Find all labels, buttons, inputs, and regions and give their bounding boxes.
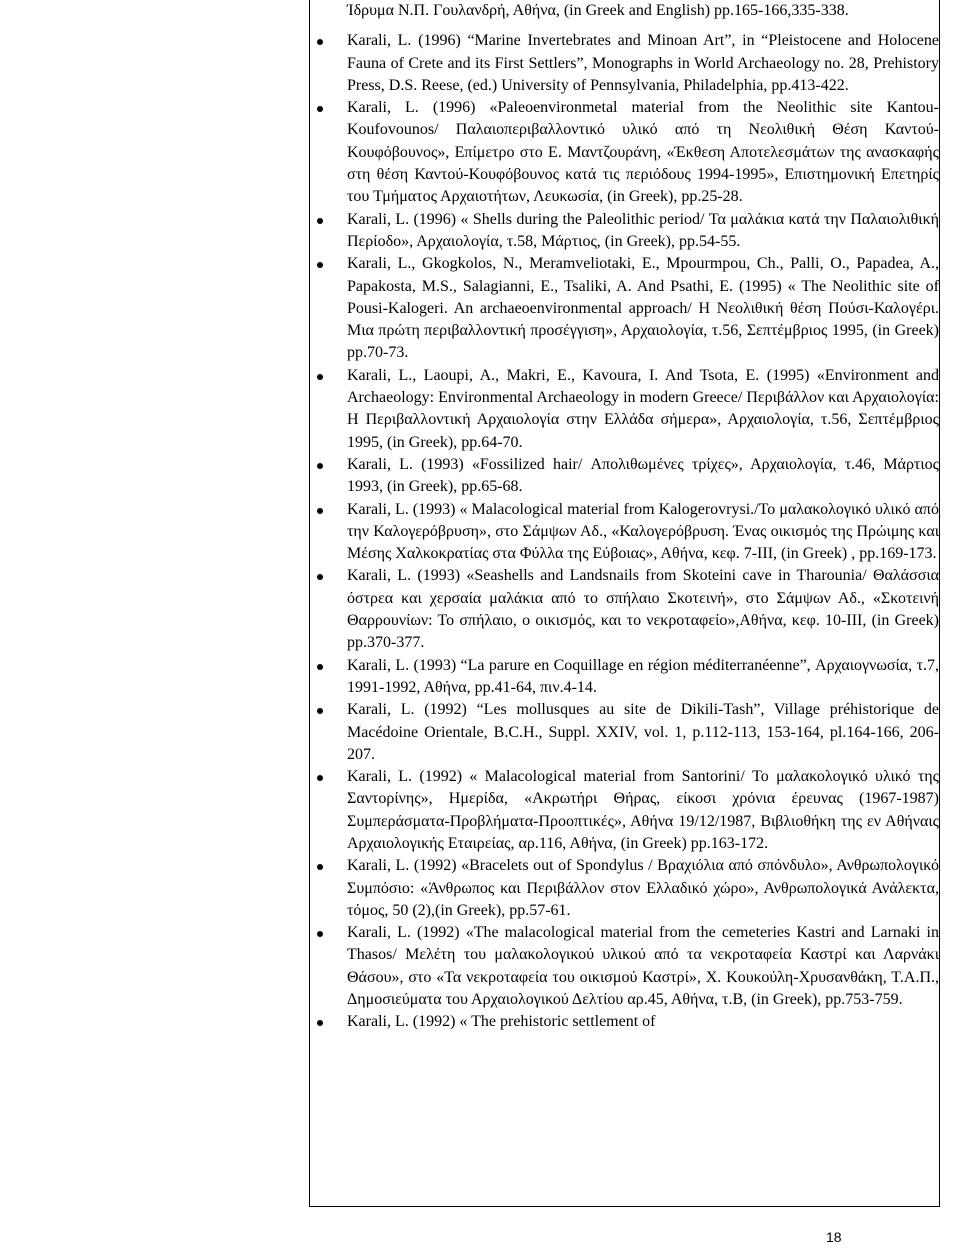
reference-item	[347, 922, 939, 1011]
reference-text: Karali, L. (1996) «Paleoenvironmetal material from the Neolithic site Kantou-Koufovounos/ Παλαιοπεριβαλλοντικό υλικό από τη Νεολιθική Θέση Καντού-Κουφόβουνος», Επίμετρο στο Ε. Μαντζουράνη, «Έκθεση Αποτελεσμάτων της ανασκαφής στη θέση Καντού-Κουφόβουνος κατά τις περιόδους 1994-1995», Επιστημονική Επετηρίς του Τμήματος Αρχαιοτήτων, Λευκωσία, (in Greek), pp.25-28.	[347, 99, 939, 206]
reference-item	[347, 499, 939, 566]
page-number: 18	[826, 1229, 842, 1245]
reference-item	[347, 855, 939, 922]
reference-text: Karali, L. (1993) «Fossilized hair/ Απολιθωμένες τρίχες», Αρχαιολογία, τ.46, Μάρτιος 1993, (in Greek), pp.65-68.	[347, 455, 939, 496]
bullet-icon	[317, 664, 323, 670]
reference-text: Karali, L. (1993) “La parure en Coquillage en région méditerranéenne”, Αρχαιογνωσία, τ.7, 1991-1992, Αθήνα, pp.41-64, πιν.4-14.	[347, 656, 939, 696]
reference-item	[347, 454, 939, 499]
bullet-icon	[317, 218, 323, 224]
reference-text: Karali, L. (1992) “Les mollusques au site de Dikili-Tash”, Village préhistorique de Macédoine Orientale, B.C.H., Suppl. XXIV, vol. 1, p.112-113, 153-164, pl.164-166, 206-207.	[347, 701, 939, 763]
reference-item	[347, 209, 939, 254]
reference-item	[347, 253, 939, 364]
reference-item	[347, 30, 939, 97]
reference-text: Karali, L. (1993) « Malacological material from Kalogerovrysi./Το μαλακολογικό υλικό από την Καλογερόβρυση», στο Σάμψων Αδ., «Καλογερόβρυση. Ένας οικισμός της Πρώιμης και Μέσης Χαλκοκρατίας στα Φύλλα της Εύβοιας», Αθήνα, κεφ. 7-ΙΙΙ, (in Greek) , pp.169-173.	[347, 500, 939, 563]
reference-item	[347, 699, 939, 766]
reference-text: Karali, L. (1996) « Shells during the Paleolithic period/ Τα μαλάκια κατά την Παλαιολιθική Περίοδο», Αρχαιολογία, τ.58, Μάρτιος, (in Greek), pp.54-55.	[347, 210, 939, 250]
reference-item	[347, 365, 939, 454]
continued-reference: Ίδρυμα Ν.Π. Γουλανδρή, Αθήνα, (in Greek and English) pp.165-166,335-338.	[347, 2, 849, 19]
reference-text: Karali, L. (1996) “Marine Invertebrates and Minoan Art”, in “Pleistocene and Holocene Fauna of Crete and its First Settlers”, Monographs in World Archaeology no. 28, Prehistory Press, D.S. Reese, (ed.) University of Pennsylvania, Philadelphia, pp.413-422.	[347, 32, 939, 94]
reference-item	[347, 565, 939, 654]
reference-text: Karali, L. (1992) « Malacological material from Santorini/ Το μαλακολογικό υλικό της Σαντορίνης», Ημερίδα, «Ακρωτήρι Θήρας, είκοσι χρόνια έρευνας (1967-1987) Συμπεράσματα-Προβλήματα-Προοπτικές», Αθήνα 19/12/1987, Βιβλιοθήκη της εν Αθήναις Αρχαιολογικής Εταιρείας, αρ.116, Αθήνα, (in Greek) pp.163-172.	[347, 768, 939, 852]
bibliography-list	[347, 0, 939, 1034]
reference-text: Karali, L. (1992) « The prehistoric settlement of	[347, 1013, 656, 1031]
reference-item	[347, 655, 939, 700]
reference-item	[347, 97, 939, 208]
reference-text: Karali, L. (1992) «The malacological material from the cemeteries Kastri and Larnaki in Thasos/ Μελέτη του μαλακολογικού υλικού από τα νεκροταφεία Καστρί και Λαρνάκι Θάσου», στο «Τα νεκροταφεία του οικισμού Καστρί», Χ. Κουκούλη-Χρυσανθάκη, Τ.Α.Π., Δημοσιεύματα του Αρχαιολογικού Δελτίου αρ.45, Αθήνα, τ.Β, (in Greek), pp.753-759.	[347, 924, 939, 1009]
bullet-icon	[317, 508, 323, 514]
reference-text: Karali, L., Gkogkolos, N., Meramveliotaki, E., Mpourmpou, Ch., Palli, O., Papadea, A., Papakosta, M.S., Salagianni, E., Tsaliki, A. And Psathi, E. (1995) « The Neolithic site of Pousi-Kalogeri. An archaeoenvironmental approach/ Η Νεολιθική θέση Πούσι-Καλογέρι. Μια πρώτη περιβαλλοντική προσέγγιση», Αρχαιολογία, τ.56, Σεπτέμβριος 1995, (in Greek) pp.70-73.	[347, 255, 939, 362]
reference-text: Karali, L. (1993) «Seashells and Landsnails from Skoteini cave in Tharounia/ Θαλάσσια όστρεα και χερσαία μαλάκια από το σπήλαιο Σκοτεινή», στο Σάμψων Αδ., «Σκοτεινή Θαρρουνίων: Το σπήλαιο, ο οικισμός, και το νεκροταφείο»,Αθήνα, κεφ. 10-ΙΙΙ, (in Greek) pp.370-377.	[347, 567, 939, 652]
reference-text: Karali, L. (1992) «Bracelets out of Spondylus / Βραχιόλια από σπόνδυλο», Ανθρωπολογικό Συμπόσιο: «Άνθρωπος και Περιβάλλον στον Ελλαδικό χώρο», Ανθρωπολογικά Ανάλεκτα, τόμος, 50 (2),(in Greek), pp.57-61.	[347, 857, 939, 919]
reference-item	[347, 1011, 939, 1033]
bullet-icon	[317, 463, 323, 469]
reference-text: Karali, L., Laoupi, A., Makri, E., Kavoura, I. And Tsota, E. (1995) «Environment and Archaeology: Environmental Archaeology in modern Greece/ Περιβάλλον και Αρχαιολογία: Η Περιβαλλοντική Αρχαιολογία στην Ελλάδα σήμερα», Αρχαιολογία, τ.56, Σεπτέμβριος 1995, (in Greek), pp.64-70.	[347, 366, 939, 451]
reference-item	[347, 766, 939, 855]
bullet-icon	[317, 374, 323, 380]
